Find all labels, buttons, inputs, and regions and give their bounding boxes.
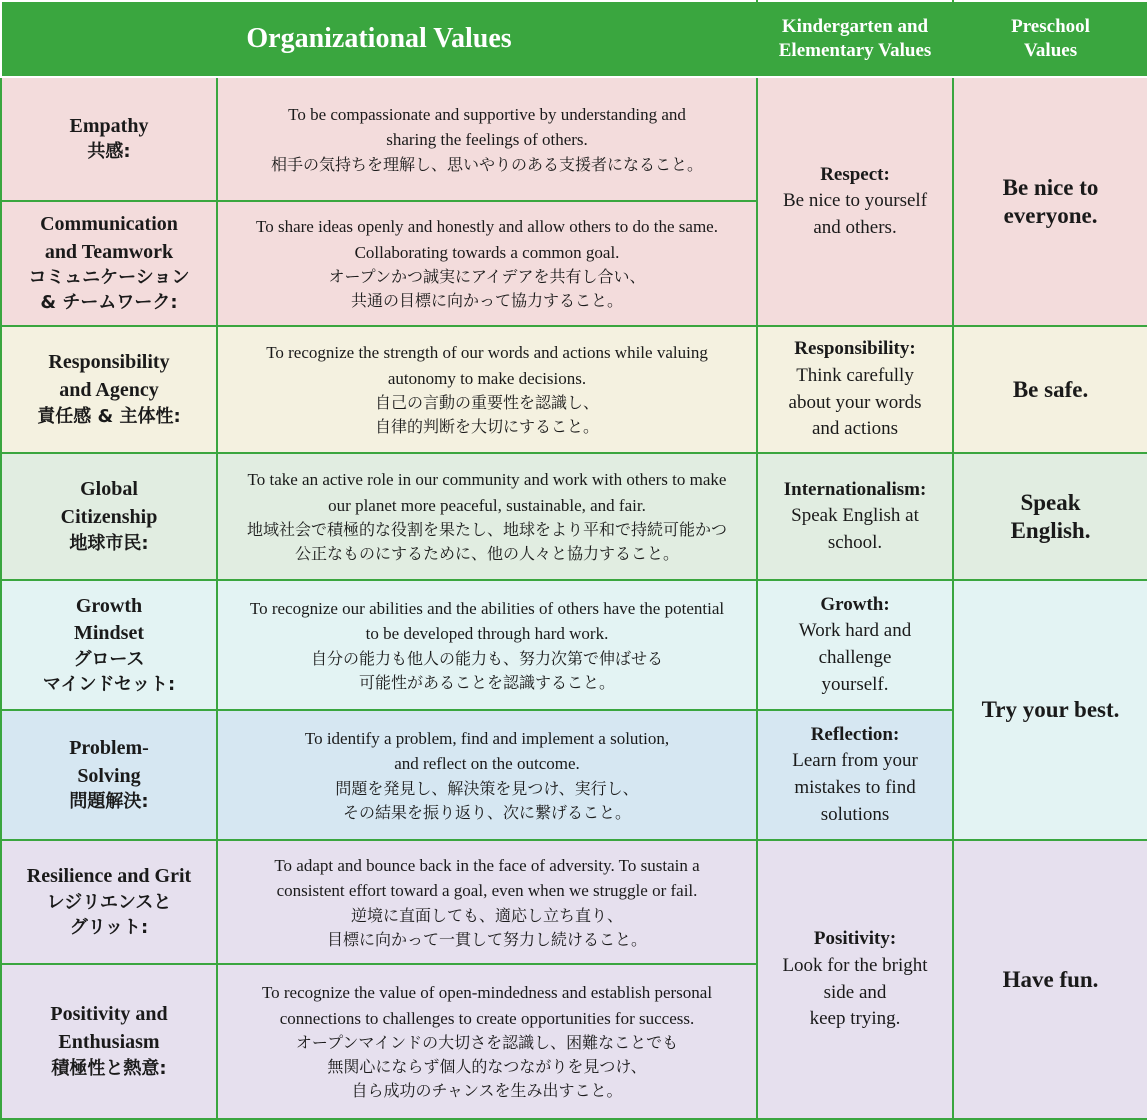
- text-line: オープンかつ誠実にアイデアを共有し合い、: [328, 267, 646, 286]
- kg-value-respect: Respect: Be nice to yourself and others.: [757, 77, 953, 326]
- text-line: and Teamwork: [44, 240, 174, 263]
- text-line: 自分の能力も他人の能力も、努力次第で伸ばせる: [311, 648, 664, 668]
- text-line: Try your best.: [981, 697, 1120, 723]
- text-line: その結果を振り返り、次に繋げること。: [343, 802, 632, 822]
- text-line: 地球市民:: [69, 532, 149, 554]
- value-name-positivity-enthusiasm: [1, 964, 217, 1119]
- text-line: コミュニケーション: [28, 267, 190, 289]
- text-line: 積極性と熱意:: [51, 1057, 167, 1079]
- text-line: 問題を発見し、解決策を見つけ、実行し、: [335, 778, 639, 798]
- value-desc-growth-mindset: [217, 580, 757, 710]
- text-line: Elementary Values: [778, 40, 932, 61]
- text-line: Problem-: [69, 736, 149, 759]
- header-organizational-values: Organizational Values: [1, 1, 757, 77]
- kg-value-growth: Growth: Work hard and challenge yourself.: [757, 580, 953, 710]
- kg-value-reflection: Reflection: Learn from your mistakes to find solutions: [757, 710, 953, 840]
- text-line: side and: [823, 981, 887, 1003]
- value-name-resilience-grit: [1, 840, 217, 964]
- text-line: to be developed through hard work.: [365, 624, 609, 643]
- text-line: and Agency: [59, 379, 159, 402]
- value-desc-global-citizenship: [217, 453, 757, 580]
- text-line: Collaborating towards a common goal.: [354, 242, 620, 262]
- kg-value-responsibility: Responsibility: Think carefully about your words and actions: [757, 326, 953, 453]
- text-line: challenge: [818, 647, 892, 668]
- text-line: keep trying.: [809, 1008, 901, 1030]
- text-line: connections to challenges to create opportunities for success.: [279, 1008, 695, 1028]
- text-line: レジリエンスと: [46, 891, 172, 913]
- text-line: Values: [1023, 40, 1078, 61]
- text-line: school.: [827, 531, 883, 553]
- text-line: Preschool: [1011, 16, 1090, 38]
- text-line: everyone.: [1003, 202, 1098, 228]
- text-line: Speak: [1020, 489, 1081, 515]
- text-line: Mindset: [74, 622, 144, 645]
- value-desc-resilience-grit: [217, 840, 757, 964]
- text-line: 共通の目標に向かって協力すること。: [351, 291, 624, 310]
- text-line: solutions: [820, 803, 890, 825]
- ps-value-speak-english: [953, 453, 1147, 580]
- kg-value-internationalism: Internationalism: Speak English at school.: [757, 453, 953, 580]
- header-kindergarten-elementary-values: [757, 1, 953, 77]
- text-line: Global: [80, 478, 138, 501]
- value-name-communication-teamwork: [1, 201, 217, 326]
- value-desc-communication-teamwork: [217, 201, 757, 326]
- text-line: To recognize the value of open-mindedness and establish personal: [261, 983, 713, 1002]
- text-line: 無関心にならず個人的なつながりを見つけ、: [327, 1057, 647, 1076]
- text-line: 責任感 & 主体性:: [37, 405, 181, 427]
- value-desc-empathy: [217, 77, 757, 201]
- text-line: Learn from your: [792, 750, 918, 772]
- text-line: about your words: [788, 391, 922, 413]
- text-line: and reflect on the outcome.: [394, 754, 580, 773]
- value-desc-responsibility-agency: [217, 326, 757, 453]
- text-line: 公正なものにするために、他の人々と協力すること。: [295, 544, 680, 563]
- text-line: 自己の言動の重要性を認識し、: [375, 393, 600, 412]
- value-name-empathy: [1, 77, 217, 201]
- text-line: Work hard and: [798, 620, 912, 642]
- text-line: To take an active role in our community and work with others to make: [247, 470, 727, 489]
- text-line: 相手の気持ちを理解し、思いやりのある支援者になること。: [271, 154, 704, 174]
- text-line: To adapt and bounce back in the face of adversity. To sustain a: [274, 855, 700, 875]
- text-line: マインドセット:: [42, 673, 176, 695]
- text-line: Be nice to yourself: [782, 190, 928, 212]
- text-line: English.: [1010, 517, 1091, 543]
- text-line: Kindergarten and: [781, 16, 929, 38]
- text-line: 目標に向かって一貫して努力し続けること。: [327, 929, 648, 949]
- text-line: Look for the bright: [782, 954, 928, 976]
- ps-value-be-nice: [953, 77, 1147, 326]
- text-line: To recognize the strength of our words and actions while valuing: [266, 343, 708, 362]
- text-line: yourself.: [821, 673, 889, 695]
- text-line: Speak English at: [791, 505, 919, 527]
- value-desc-positivity-enthusiasm: [217, 964, 757, 1119]
- value-desc-problem-solving: [217, 710, 757, 840]
- text-line: To identify a problem, find and implement a solution,: [304, 728, 670, 748]
- text-line: 自律的判断を大切にすること。: [375, 417, 600, 436]
- header-preschool-values: [953, 1, 1147, 77]
- text-line: our planet more peaceful, sustainable, and fair.: [328, 495, 646, 515]
- value-name-responsibility-agency: [1, 326, 217, 453]
- text-line: autonomy to make decisions.: [387, 368, 587, 388]
- text-line: 可能性があることを認識すること。: [359, 672, 616, 692]
- text-line: Responsibility: [48, 351, 170, 374]
- text-line: Be nice to: [1002, 174, 1099, 200]
- text-line: 地域社会で積極的な役割を果たし、地球をより平和で持続可能かつ: [247, 520, 728, 539]
- text-line: sharing the feelings of others.: [386, 130, 588, 149]
- ps-value-try-your-best: [953, 580, 1147, 840]
- text-line: Resilience and Grit: [26, 865, 192, 888]
- text-line: Empathy: [69, 114, 149, 137]
- text-line: To be compassionate and supportive by understanding and: [288, 104, 686, 124]
- text-line: オープンマインドの大切さを認識し、困難なことでも: [295, 1033, 679, 1052]
- ps-value-be-safe: [953, 326, 1147, 453]
- text-line: Be safe.: [1012, 376, 1089, 402]
- text-line: mistakes to find: [794, 777, 916, 798]
- text-line: To recognize our abilities and the abilities of others have the potential: [249, 598, 725, 618]
- text-line: and others.: [813, 216, 897, 238]
- text-line: グリット:: [69, 916, 149, 938]
- text-line: To share ideas openly and honestly and allow others to do the same.: [256, 217, 718, 236]
- kg-value-positivity: Positivity: Look for the bright side and keep trying.: [757, 840, 953, 1119]
- text-line: consistent effort toward a goal, even when we struggle or fail.: [276, 881, 698, 900]
- text-line: & チームワーク:: [40, 292, 178, 314]
- ps-value-have-fun: [953, 840, 1147, 1119]
- text-line: Growth: [75, 594, 143, 617]
- value-name-growth-mindset: [1, 580, 217, 710]
- text-line: 逆境に直面しても、適応し立ち直り、: [351, 905, 624, 925]
- text-line: 自ら成功のチャンスを生み出すこと。: [351, 1081, 623, 1100]
- text-line: グロース: [73, 648, 145, 670]
- text-line: Enthusiasm: [58, 1031, 160, 1054]
- text-line: 問題解決:: [69, 791, 149, 813]
- text-line: Citizenship: [60, 506, 158, 529]
- text-line: Communication: [40, 213, 178, 236]
- value-name-global-citizenship: [1, 453, 217, 580]
- text-line: Solving: [77, 764, 141, 787]
- text-line: Think carefully: [796, 364, 914, 386]
- text-line: Positivity and: [50, 1003, 168, 1026]
- value-name-problem-solving: [1, 710, 217, 840]
- text-line: Have fun.: [1002, 966, 1099, 992]
- text-line: 共感:: [87, 141, 131, 163]
- text-line: and actions: [812, 418, 899, 440]
